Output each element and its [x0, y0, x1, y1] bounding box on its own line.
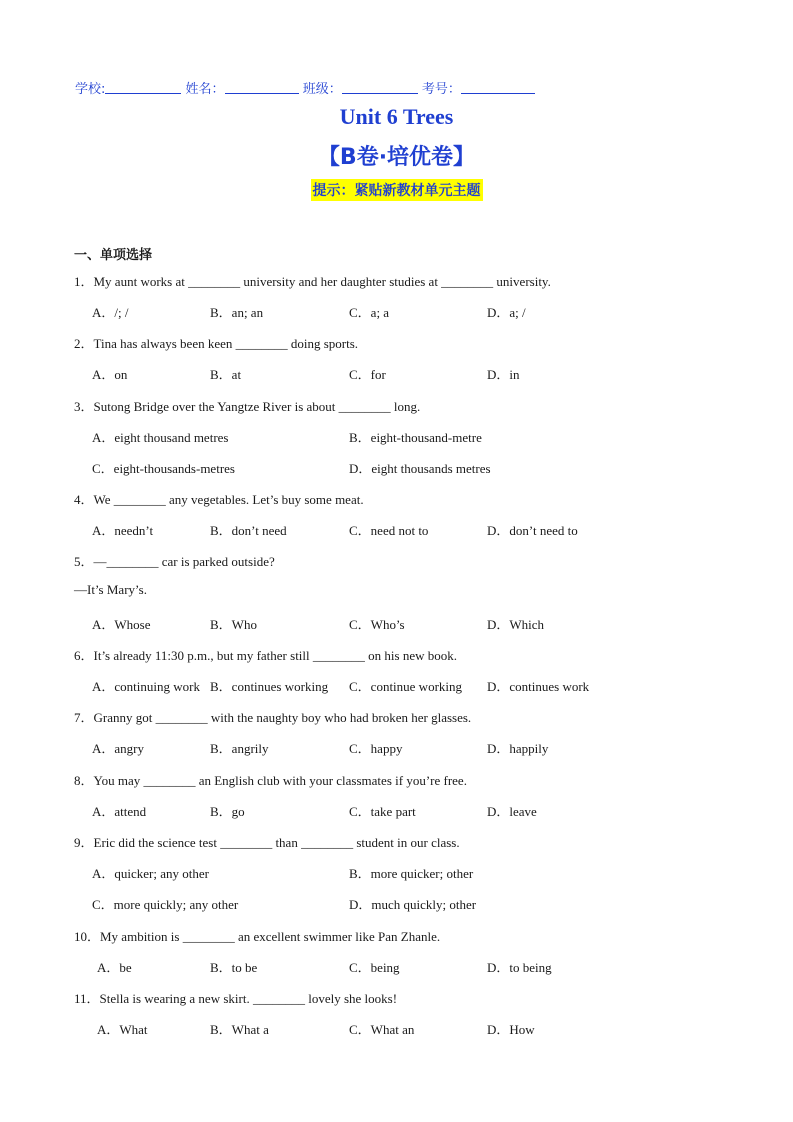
option-a: A．/; / — [92, 305, 129, 320]
option-d: D．How — [487, 1022, 535, 1037]
option-a: A．What — [97, 1022, 148, 1037]
option-a: A．needn’t — [92, 523, 154, 538]
number-label: 考号： — [421, 82, 461, 97]
option-b: B．angrily — [210, 741, 269, 756]
option-d: D．to being — [487, 960, 552, 975]
option-a: A．on — [92, 367, 128, 382]
option-c: C．What an — [349, 1022, 415, 1037]
option-d: D．don’t need to — [487, 523, 578, 538]
option-c: C．more quickly; any other — [92, 897, 239, 912]
tip-banner: 提示：紧贴新教材单元主题 — [311, 179, 483, 201]
option-c: C．a; a — [349, 305, 390, 320]
question-stem: 9．Eric did the science test ________ than ________ student in our class. — [74, 835, 460, 850]
question-stem: 5．—________ car is parked outside? — [74, 554, 275, 569]
option-b: B．Who — [210, 617, 257, 632]
page-subtitle: 【B卷·培优卷】 — [317, 145, 476, 170]
option-b: B．an; an — [210, 305, 264, 320]
option-b: B．more quicker; other — [349, 866, 474, 881]
question-stem: 3．Sutong Bridge over the Yangtze River is about ________ long. — [74, 399, 421, 414]
option-c: C．happy — [349, 741, 403, 756]
option-b: B．eight-thousand-metre — [349, 430, 482, 445]
option-b: B．go — [210, 804, 245, 819]
school-label: 学校: — [75, 82, 106, 97]
question-stem: 8．You may ________ an English club with your classmates if you’re free. — [74, 773, 467, 788]
name-blank — [225, 81, 299, 94]
option-a: A．quicker; any other — [92, 866, 209, 881]
student-info-line — [75, 78, 535, 97]
name-label: 姓名： — [185, 82, 225, 97]
option-c: C．continue working — [349, 679, 463, 694]
option-b: B．continues working — [210, 679, 329, 694]
option-d: D．eight thousands metres — [349, 461, 491, 476]
question-stem: 4．We ________ any vegetables. Let’s buy some meat. — [74, 492, 364, 507]
question-stem-reply: —It’s Mary’s. — [74, 582, 147, 597]
school-blank — [105, 81, 181, 94]
question-stem: 6．It’s already 11:30 p.m., but my father still ________ on his new book. — [74, 648, 457, 663]
option-d: D．a; / — [487, 305, 526, 320]
number-blank — [461, 81, 535, 94]
option-c: C．Who’s — [349, 617, 405, 632]
option-d: D．leave — [487, 804, 537, 819]
option-b: B．at — [210, 367, 242, 382]
question-stem: 7．Granny got ________ with the naughty boy who had broken her glasses. — [74, 710, 472, 725]
question-stem: 2．Tina has always been keen ________ doing sports. — [74, 336, 359, 351]
page-title: Unit 6 Trees — [339, 104, 454, 129]
option-d: D．continues work — [487, 679, 590, 694]
option-d: D．happily — [487, 741, 549, 756]
question-stem: 11．Stella is wearing a new skirt. ________ lovely she looks! — [74, 991, 398, 1006]
tip-wrapper — [0, 179, 793, 201]
option-d: D．much quickly; other — [349, 897, 477, 912]
option-a: A．be — [97, 960, 132, 975]
class-blank — [342, 81, 418, 94]
option-c: C．need not to — [349, 523, 429, 538]
option-a: A．attend — [92, 804, 147, 819]
question-stem: 10．My ambition is ________ an excellent swimmer like Pan Zhanle. — [74, 929, 441, 944]
option-c: C．for — [349, 367, 386, 382]
option-a: A．continuing work — [92, 679, 200, 694]
section-title: 一、单项选择 — [74, 248, 153, 263]
class-label: 班级： — [302, 82, 342, 97]
option-a: A．Whose — [92, 617, 151, 632]
option-b: B．don’t need — [210, 523, 287, 538]
option-d: D．Which — [487, 617, 545, 632]
question-stem: 1．My aunt works at ________ university and her daughter studies at ________ university. — [74, 274, 551, 289]
option-c: C．being — [349, 960, 400, 975]
option-d: D．in — [487, 367, 520, 382]
option-b: B．to be — [210, 960, 258, 975]
option-a: A．angry — [92, 741, 144, 756]
option-b: B．What a — [210, 1022, 269, 1037]
option-c: C．eight-thousands-metres — [92, 461, 235, 476]
option-a: A．eight thousand metres — [92, 430, 229, 445]
option-c: C．take part — [349, 804, 416, 819]
